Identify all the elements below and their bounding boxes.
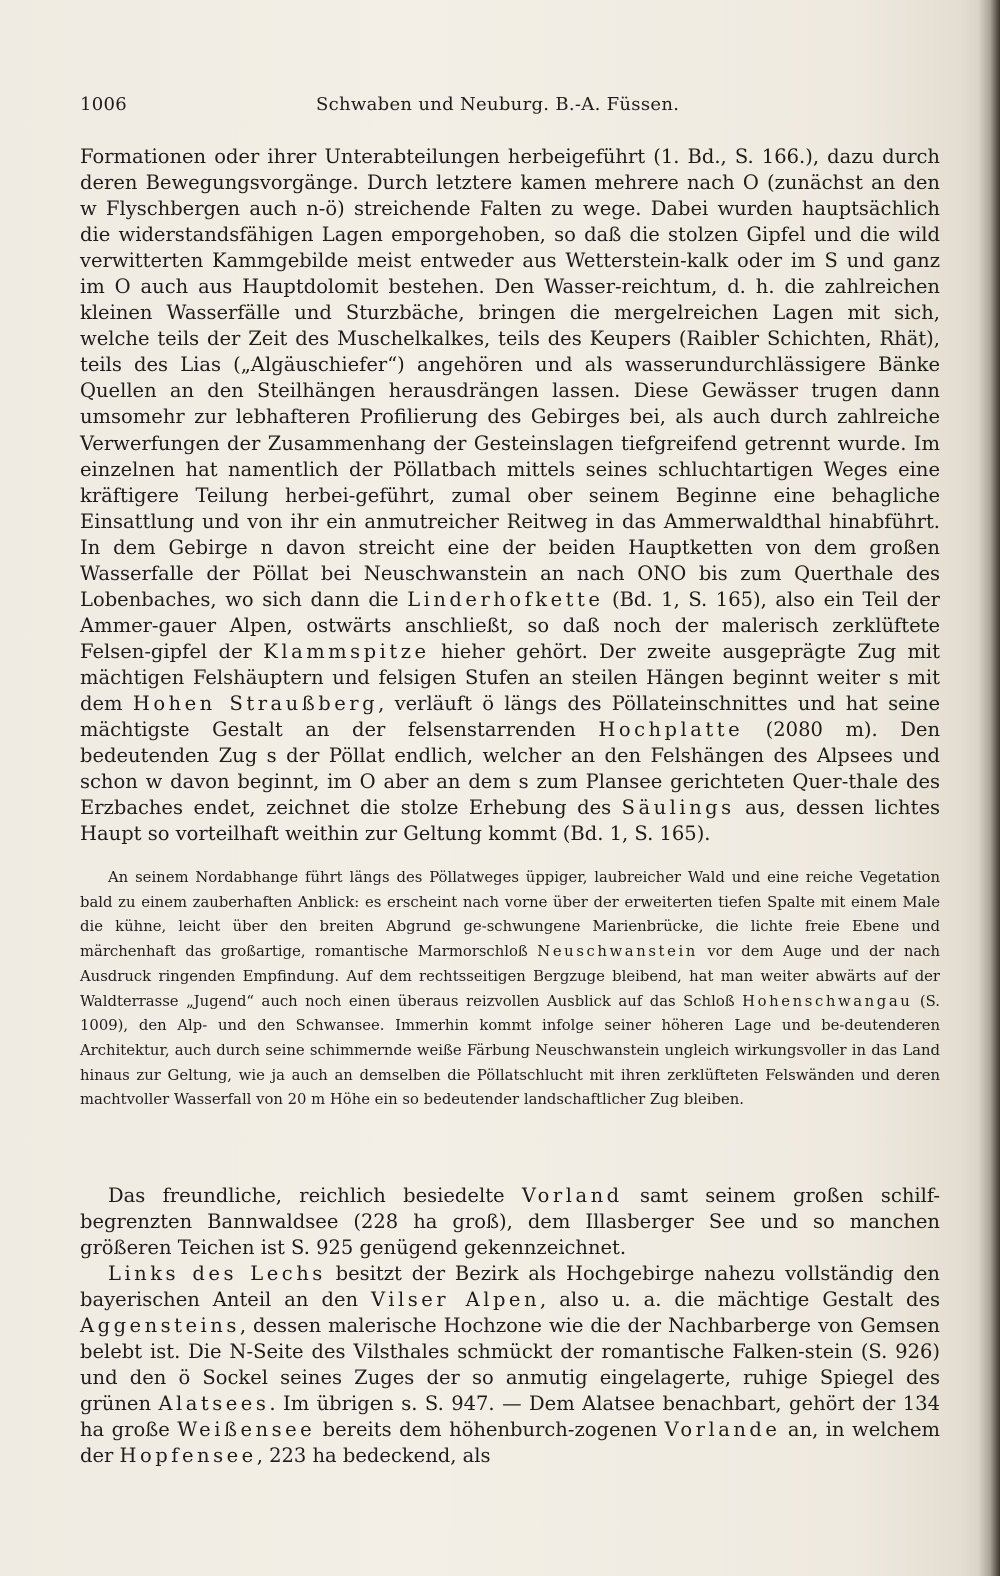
text-run: vor dem Auge und der nach Ausdruck ringenden Empfindung. Auf dem rechtsseitigen Bergzuge bleibend, hat man weiter abwärts auf der Waldterrasse „Jugend“ auch noch einen überaus reizvollen Ausblick auf das Schloß [80, 943, 940, 1010]
text-run: (S. 1009), den Alp- und den Schwansee. Immerhin kommt infolge seiner höheren Lage und be-deutenderen Architektur, auch durch seine schimmernde weiße Färbung Neuschwanstein ungleich wirkungsvoller in das Land hinaus zur Geltung, wie ja auch an demselben die Pöllatschlucht mit ihren zerklüfteten Felswänden und deren machtvoller Wasserfall von 20 m Höhe ein so bedeutender landschaftlicher Zug bleiben. [80, 992, 940, 1109]
paragraph-formations [80, 144, 940, 847]
text-run: bereits dem höhenburch-zogenen [315, 1418, 665, 1442]
text-run: (Bd. 1, S. 165), also ein Teil der Ammer-gauer Alpen, ostwärts anschließt, so daß noch der malerisch zerklüftete Felsen-gipfel der [80, 587, 940, 663]
text-run: An seinem Nordabhange führt längs des Pöllatweges üppiger, laubreicher Wald und eine reiche Vegetation bald zu einem zauberhaften Anblick: es erscheint nach vorne über der erweiterten tiefen Spalte mit einem Male die kühne, leicht über den breiten Abgrund ge-schwungene Marienbrücke, die lichte freie Ebene und märchenhaft das großartige, romantische Marmorschloß [80, 869, 940, 961]
text-run: (2080 m). Den bedeutenden Zug s der Pöllat endlich, welcher an den Felshängen des Alpsees und schon w davon beginnt, im O aber an dem s zum Plansee gerichteten Quer-thale des Erzbaches endet, zeichnet die stolze Erhebung des [80, 718, 941, 820]
main-text-block [80, 144, 940, 847]
spaced-term-hopfensee: Hopfensee [119, 1444, 257, 1468]
spaced-term-linderhofkette: Linderhofkette [407, 587, 604, 611]
text-run: Das freundliche, reichlich besiedelte [108, 1184, 522, 1207]
text-run: , also u. a. die mächtige Gestalt des [540, 1288, 941, 1312]
text-run: hieher gehört. Der zweite ausgeprägte Zug mit mächtigen Felshäuptern und felsigen Stufen an steilen Hängen beginnt weiter s mit dem [80, 639, 941, 715]
spaced-term-hochplatte: Hochplatte [598, 718, 744, 742]
book-spine-shadow [978, 0, 1000, 1576]
spaced-term-hohen-straussberg: Hohen Straußberg [132, 691, 379, 715]
spaced-term-saeulings: Säulings [621, 796, 735, 820]
text-run: samt seinem großen schilf-begrenzten Bannwaldsee (228 ha groß), dem Illasberger See und so manchen größeren Teichen ist S. 925 genügend gekennzeichnet. [80, 1184, 940, 1260]
paragraph-vorland [80, 1183, 940, 1261]
spaced-term-alatsees: Alatsees [158, 1392, 270, 1416]
text-run: Formationen oder ihrer Unterabteilungen herbeigeführt (1. Bd., S. 166.), dazu durch deren Bewegungsvorgänge. Durch letztere kamen mehrere nach O (zunächst an den w Flyschbergen auch n-ö) streichende Falten zu wege. Dabei wurden hauptsächlich die widerstandsfähigen Lagen emporgehoben, so daß die stolzen Gipfel und die wild verwitterten Kammgebilde meist entweder aus Wetterstein-kalk oder im S und ganz im O auch aus Hauptdolomit bestehen. Den Wasser-reichtum, d. h. die zahlreichen kleinen Wasserfälle und Sturzbäche, bringen die mergelreichen Lagen mit sich, welche teils der Zeit des Muschelkalkes, teils des Keupers (Raibler Schichten, Rhät), teils des Lias („Algäuschiefer“) angehören und als wasserundurchlässigere Bänke Quellen an den Steilhängen herausdrängen lassen. Diese Gewässer trugen dann umsomehr zur lebhafteren Profilierung des Gebirges bei, als auch durch zahlreiche Verwerfungen der Zusammenhang der Gesteinslagen tiefgreifend getrennt wurde. Im einzelnen hat namentlich der Pöllatbach mittels seines schluchtartigen Weges eine kräftigere Teilung herbei-geführt, zumal ober seinem Beginne eine behagliche Einsattlung und von ihr ein anmutreicher Reitweg in das Ammerwaldthal hinabführt. In dem Gebirge n davon streicht eine der beiden Hauptketten von dem großen Wasserfalle der Pöllat bei Neuschwanstein an nach ONO bis zum Querthale des Lobenbaches, wo sich dann die [80, 145, 940, 611]
spaced-term-vorlande: Vorlande [664, 1418, 781, 1442]
paragraph-neuschwanstein-note [80, 866, 940, 1113]
spaced-term-weissensee: Weißensee [177, 1418, 316, 1442]
spaced-term-hohenschwangau: Hohenschwangau [742, 992, 913, 1010]
page-header [80, 94, 920, 122]
text-run: , 223 ha bedeckend, als [256, 1444, 491, 1468]
text-run: , dessen malerische Hochzone wie die der Nachbarberge von Gemsen belebt ist. Die N-Seite des Vilsthales schmückt der romantische Falken-stein (S. 926) und den ö Sockel seines Zuges der so anmutig eingelagerte, ruhige Spiegel des grünen [80, 1314, 940, 1416]
spaced-term-aggensteins: Aggensteins [80, 1314, 240, 1338]
text-run: aus, dessen lichtes Haupt so vorteilhaft weithin zur Geltung kommt (Bd. 1, S. 165). [80, 796, 940, 846]
spaced-term-neuschwanstein: Neuschwanstein [537, 943, 698, 961]
text-run: , verläuft ö längs des Pöllateinschnittes und hat seine mächtigste Gestalt an der felsenstarrenden [80, 691, 941, 742]
spaced-term-vilser-alpen: Vilser Alpen [371, 1288, 541, 1312]
main-text-block-2 [80, 1183, 940, 1470]
text-run: . Im übrigen s. S. 947. — Dem Alatsee benachbart, gehört der 134 ha große [80, 1392, 940, 1442]
small-print-note [80, 866, 940, 1113]
text-run: an, in welchem der [80, 1418, 940, 1468]
spaced-term-vorland: Vorland [521, 1184, 623, 1207]
paragraph-links-des-lechs [80, 1261, 940, 1469]
running-title: Schwaben und Neuburg. B.-A. Füssen. [316, 94, 680, 115]
spaced-term-links-des-lechs: Links des Lechs [108, 1262, 326, 1286]
text-run: besitzt der Bezirk als Hochgebirge nahezu vollständig den bayerischen Anteil an den [80, 1262, 940, 1312]
spaced-term-klammspitze: Klammspitze [263, 639, 430, 663]
page-number: 1006 [80, 94, 128, 115]
